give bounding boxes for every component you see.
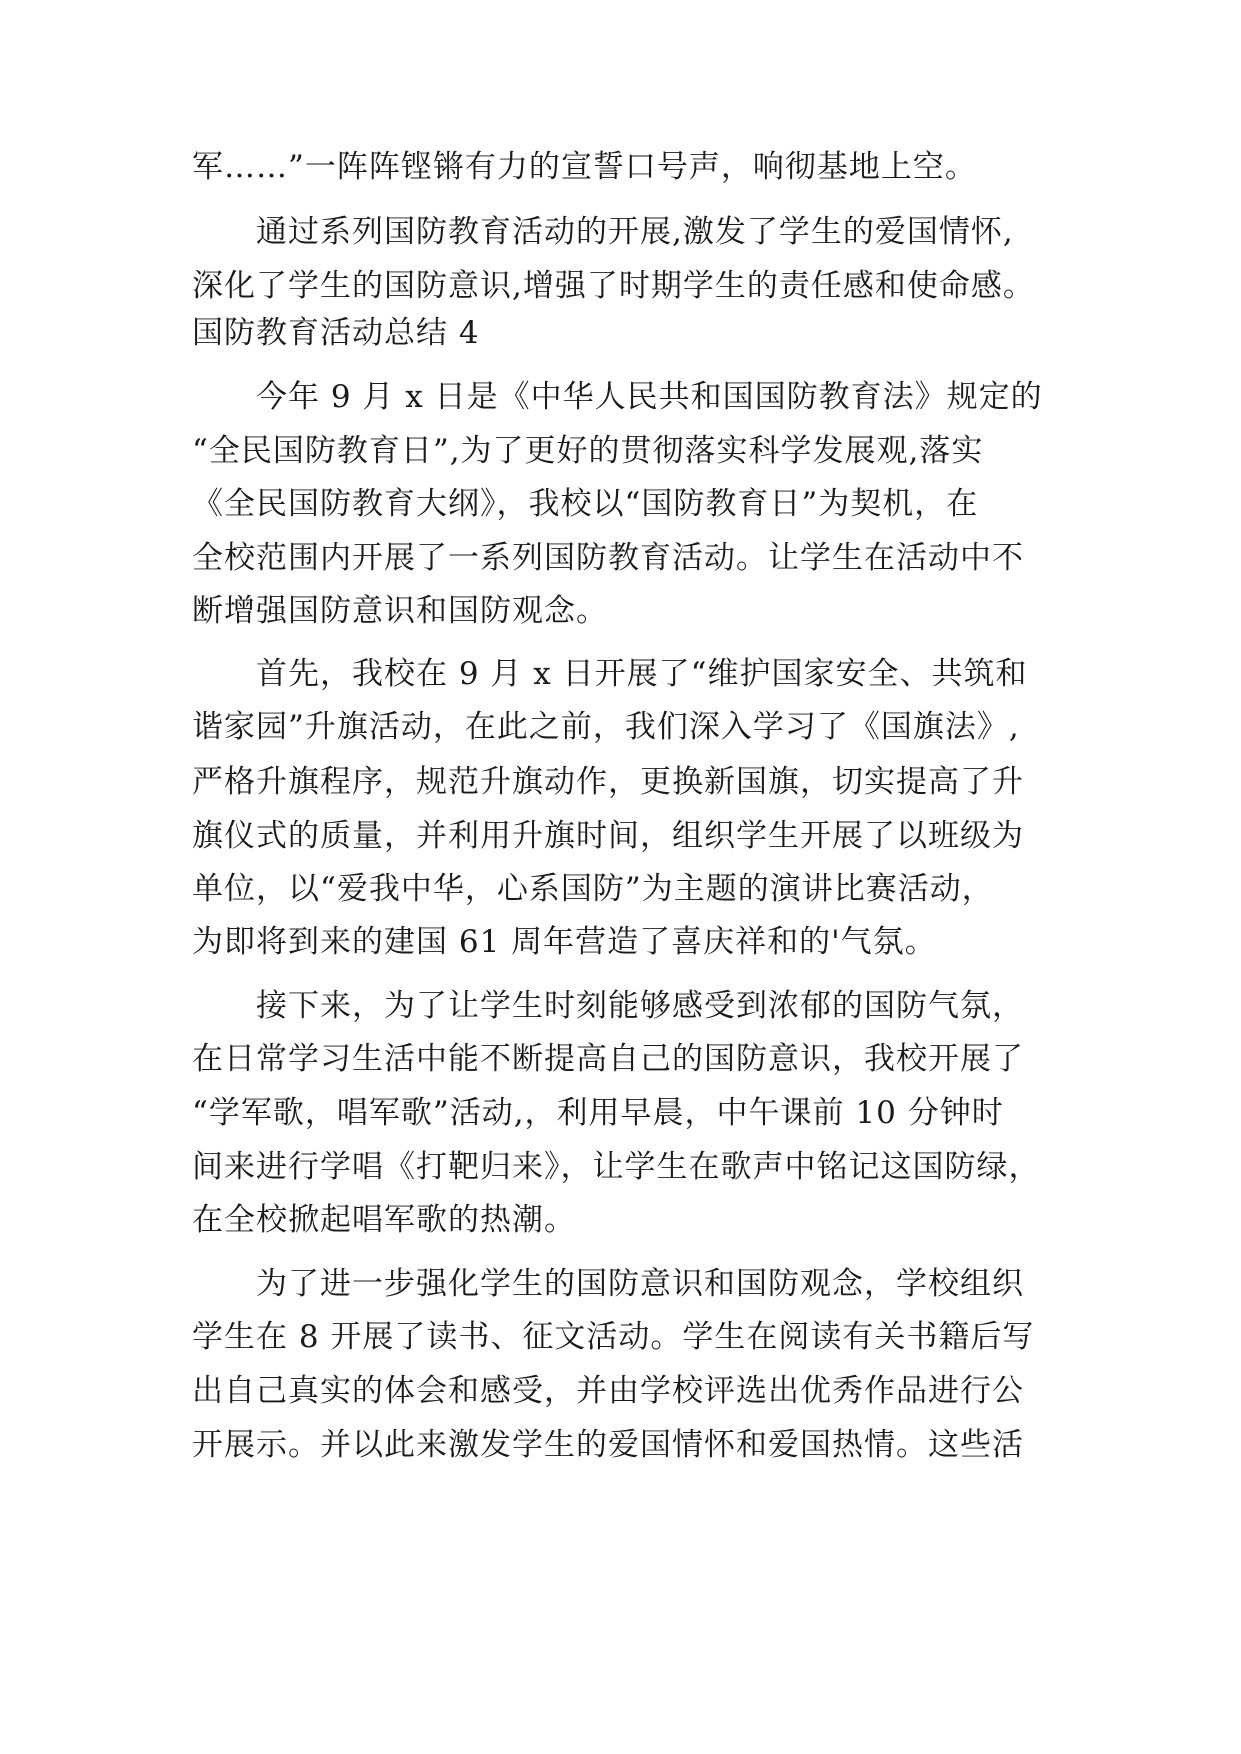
- text-line: “学军歌，唱军歌”活动,，利用早晨，中午课前 10 分钟时: [192, 1095, 1004, 1131]
- text-line: 间来进行学唱《打靶归来》，让学生在歌声中铭记这国防绿，: [192, 1149, 1041, 1185]
- text-line: 出自己真实的体会和感受，并由学校评选出优秀作品进行公: [192, 1373, 1024, 1409]
- text-line: 为即将到来的建国 61 周年营造了喜庆祥和的'气氛。: [192, 924, 937, 960]
- text-line: 深化了学生的国防意识,增强了时期学生的责任感和使命感。: [192, 268, 1035, 304]
- text-line: 在日常学习生活中能不断提高自己的国防意识，我校开展了: [192, 1041, 1024, 1077]
- paragraph-start-line: 为了进一步强化学生的国防意识和国防观念，学校组织: [256, 1266, 1024, 1302]
- text-line: 学生在 8 开展了读书、征文活动。学生在阅读有关书籍后写: [192, 1319, 1035, 1355]
- text-line: 《全民国防教育大纲》，我校以“国防教育日”为契机，在: [192, 486, 979, 522]
- paragraph-start-line: 通过系列国防教育活动的开展,激发了学生的爱国情怀,: [256, 214, 1014, 250]
- text-line: 谐家园”升旗活动，在此之前，我们深入学习了《国旗法》,: [192, 709, 1020, 745]
- section-heading: 国防教育活动总结 4: [192, 315, 480, 351]
- text-line: 在全校掀起唱军歌的热潮。: [192, 1202, 576, 1238]
- text-line: 军……”一阵阵铿锵有力的宣誓口号声，响彻基地上空。: [192, 149, 977, 185]
- text-line: “全民国防教育日”,为了更好的贯彻落实科学发展观,落实: [192, 433, 984, 469]
- text-line: 严格升旗程序，规范升旗动作，更换新国旗，切实提高了升: [192, 764, 1024, 800]
- text-line: 全校范围内开展了一系列国防教育活动。让学生在活动中不: [192, 540, 1024, 576]
- text-line: 单位，以“爱我中华，心系国防”为主题的演讲比赛活动，: [192, 871, 994, 907]
- text-line: 开展示。并以此来激发学生的爱国情怀和爱国热情。这些活: [192, 1427, 1024, 1463]
- paragraph-start-line: 今年 9 月 x 日是《中华人民共和国国防教育法》规定的: [256, 379, 1043, 415]
- paragraph-start-line: 首先，我校在 9 月 x 日开展了“维护国家安全、共筑和: [256, 656, 1028, 692]
- paragraph-start-line: 接下来，为了让学生时刻能够感受到浓郁的国防气氛，: [256, 988, 1024, 1024]
- text-line: 断增强国防意识和国防观念。: [192, 593, 608, 629]
- text-line: 旗仪式的质量，并利用升旗时间，组织学生开展了以班级为: [192, 818, 1024, 854]
